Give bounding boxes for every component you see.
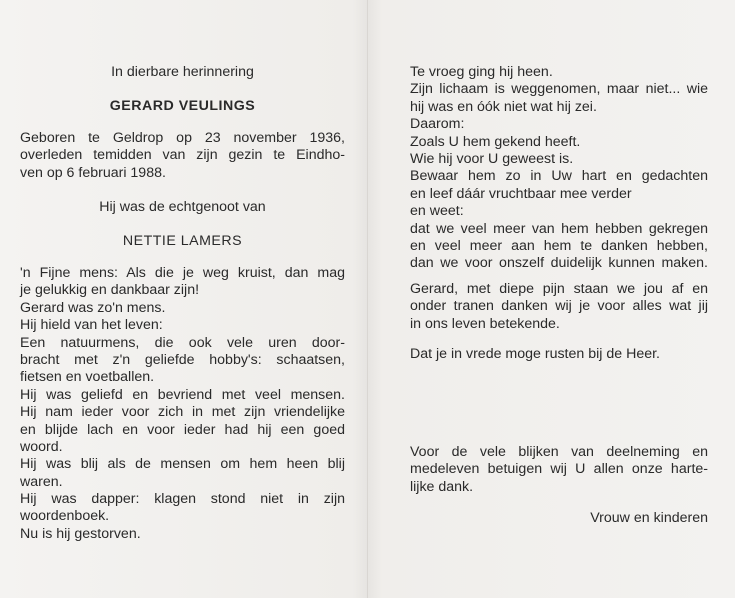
text-line: Daarom: bbox=[410, 116, 465, 133]
text-line: Hij was geliefd en bevriend met veel mensen. bbox=[20, 386, 345, 403]
text-line: en weet: bbox=[410, 203, 464, 220]
verse-paragraph bbox=[410, 64, 708, 273]
spouse-name: NETTIE LAMERS bbox=[122, 233, 243, 249]
text-line: ven op 6 februari 1988. bbox=[20, 164, 166, 181]
text-line: Te vroeg ging hij heen. bbox=[410, 64, 553, 80]
text-line: en leef dáár vruchtbaar mee verder bbox=[410, 185, 632, 202]
text-line: Zoals U hem gekend heeft. bbox=[410, 133, 581, 150]
text-line: Zijn lichaam is weggenomen, maar niet... wie bbox=[410, 81, 708, 98]
text-line: woord. bbox=[20, 438, 63, 455]
text-line: Hij nam ieder voor zich in met zijn vriendelijke bbox=[20, 404, 345, 421]
text-line: hij was en óók niet wat hij zei. bbox=[410, 98, 597, 115]
text-line: Gerard, met diepe pijn staan we jou af en bbox=[410, 281, 708, 297]
farewell-paragraph bbox=[410, 281, 708, 333]
text-line: onder tranen danken wij je voor alles wat jij bbox=[410, 298, 708, 315]
text-line: Hij hield van het leven: bbox=[20, 317, 163, 334]
text-line: en blijde lach en voor ieder had hij een goed bbox=[20, 421, 345, 438]
text-line: Hij was dapper: klagen stond niet in zijn bbox=[20, 491, 345, 508]
deceased-name: GERARD VEULINGS bbox=[109, 98, 256, 114]
text-line: je gelukkig en dankbaar zijn! bbox=[20, 282, 200, 299]
text-line: Bewaar hem zo in Uw hart en gedachten bbox=[410, 168, 708, 185]
text-line: dat we veel meer van hem hebben gekregen bbox=[410, 220, 708, 237]
text-line: waren. bbox=[20, 473, 63, 490]
text-line: 'n Fijne mens: Als die je weg kruist, dan mag bbox=[20, 265, 345, 281]
text-line: Hij was blij als de mensen om hem heen blij bbox=[20, 456, 345, 473]
text-line: in ons leven betekende. bbox=[410, 315, 560, 332]
thanks-paragraph bbox=[410, 444, 708, 496]
text-line: en veel meer aan hem te danken hebben, bbox=[410, 237, 708, 254]
text-line: fietsen en voetballen. bbox=[20, 369, 155, 386]
text-line: Voor de vele blijken van deelneming en bbox=[410, 444, 708, 460]
text-line: Wie hij voor U geweest is. bbox=[410, 150, 574, 167]
text-line: lijke dank. bbox=[410, 478, 474, 495]
spouse-intro: Hij was de echtgenoot van bbox=[99, 199, 266, 215]
text-line: Nu is hij gestorven. bbox=[20, 525, 141, 542]
rest-line bbox=[410, 346, 708, 363]
text-line: Geboren te Geldrop op 23 november 1936, bbox=[20, 130, 345, 146]
text-line: Gerard was zo'n mens. bbox=[20, 299, 166, 316]
text-line: Een natuurmens, die ook vele uren door- bbox=[20, 334, 345, 351]
text-line: overleden temidden van zijn gezin te Eindho- bbox=[20, 147, 345, 164]
poem-paragraph bbox=[20, 265, 345, 543]
card-fold bbox=[367, 0, 368, 598]
intro-line: In dierbare herinnering bbox=[111, 64, 254, 80]
text-line: dan we voor onszelf duidelijk kunnen maken. bbox=[410, 255, 708, 272]
text-line: bracht met z'n geliefde hobby's: schaatsen, bbox=[20, 351, 345, 368]
text-line: medeleven betuigen wij U allen onze harte- bbox=[410, 461, 708, 478]
text-line: Dat je in vrede moge rusten bij de Heer. bbox=[410, 346, 660, 362]
text-line: woordenboek. bbox=[20, 508, 110, 525]
signature: Vrouw en kinderen bbox=[590, 510, 708, 526]
birth-death-paragraph bbox=[20, 130, 345, 182]
